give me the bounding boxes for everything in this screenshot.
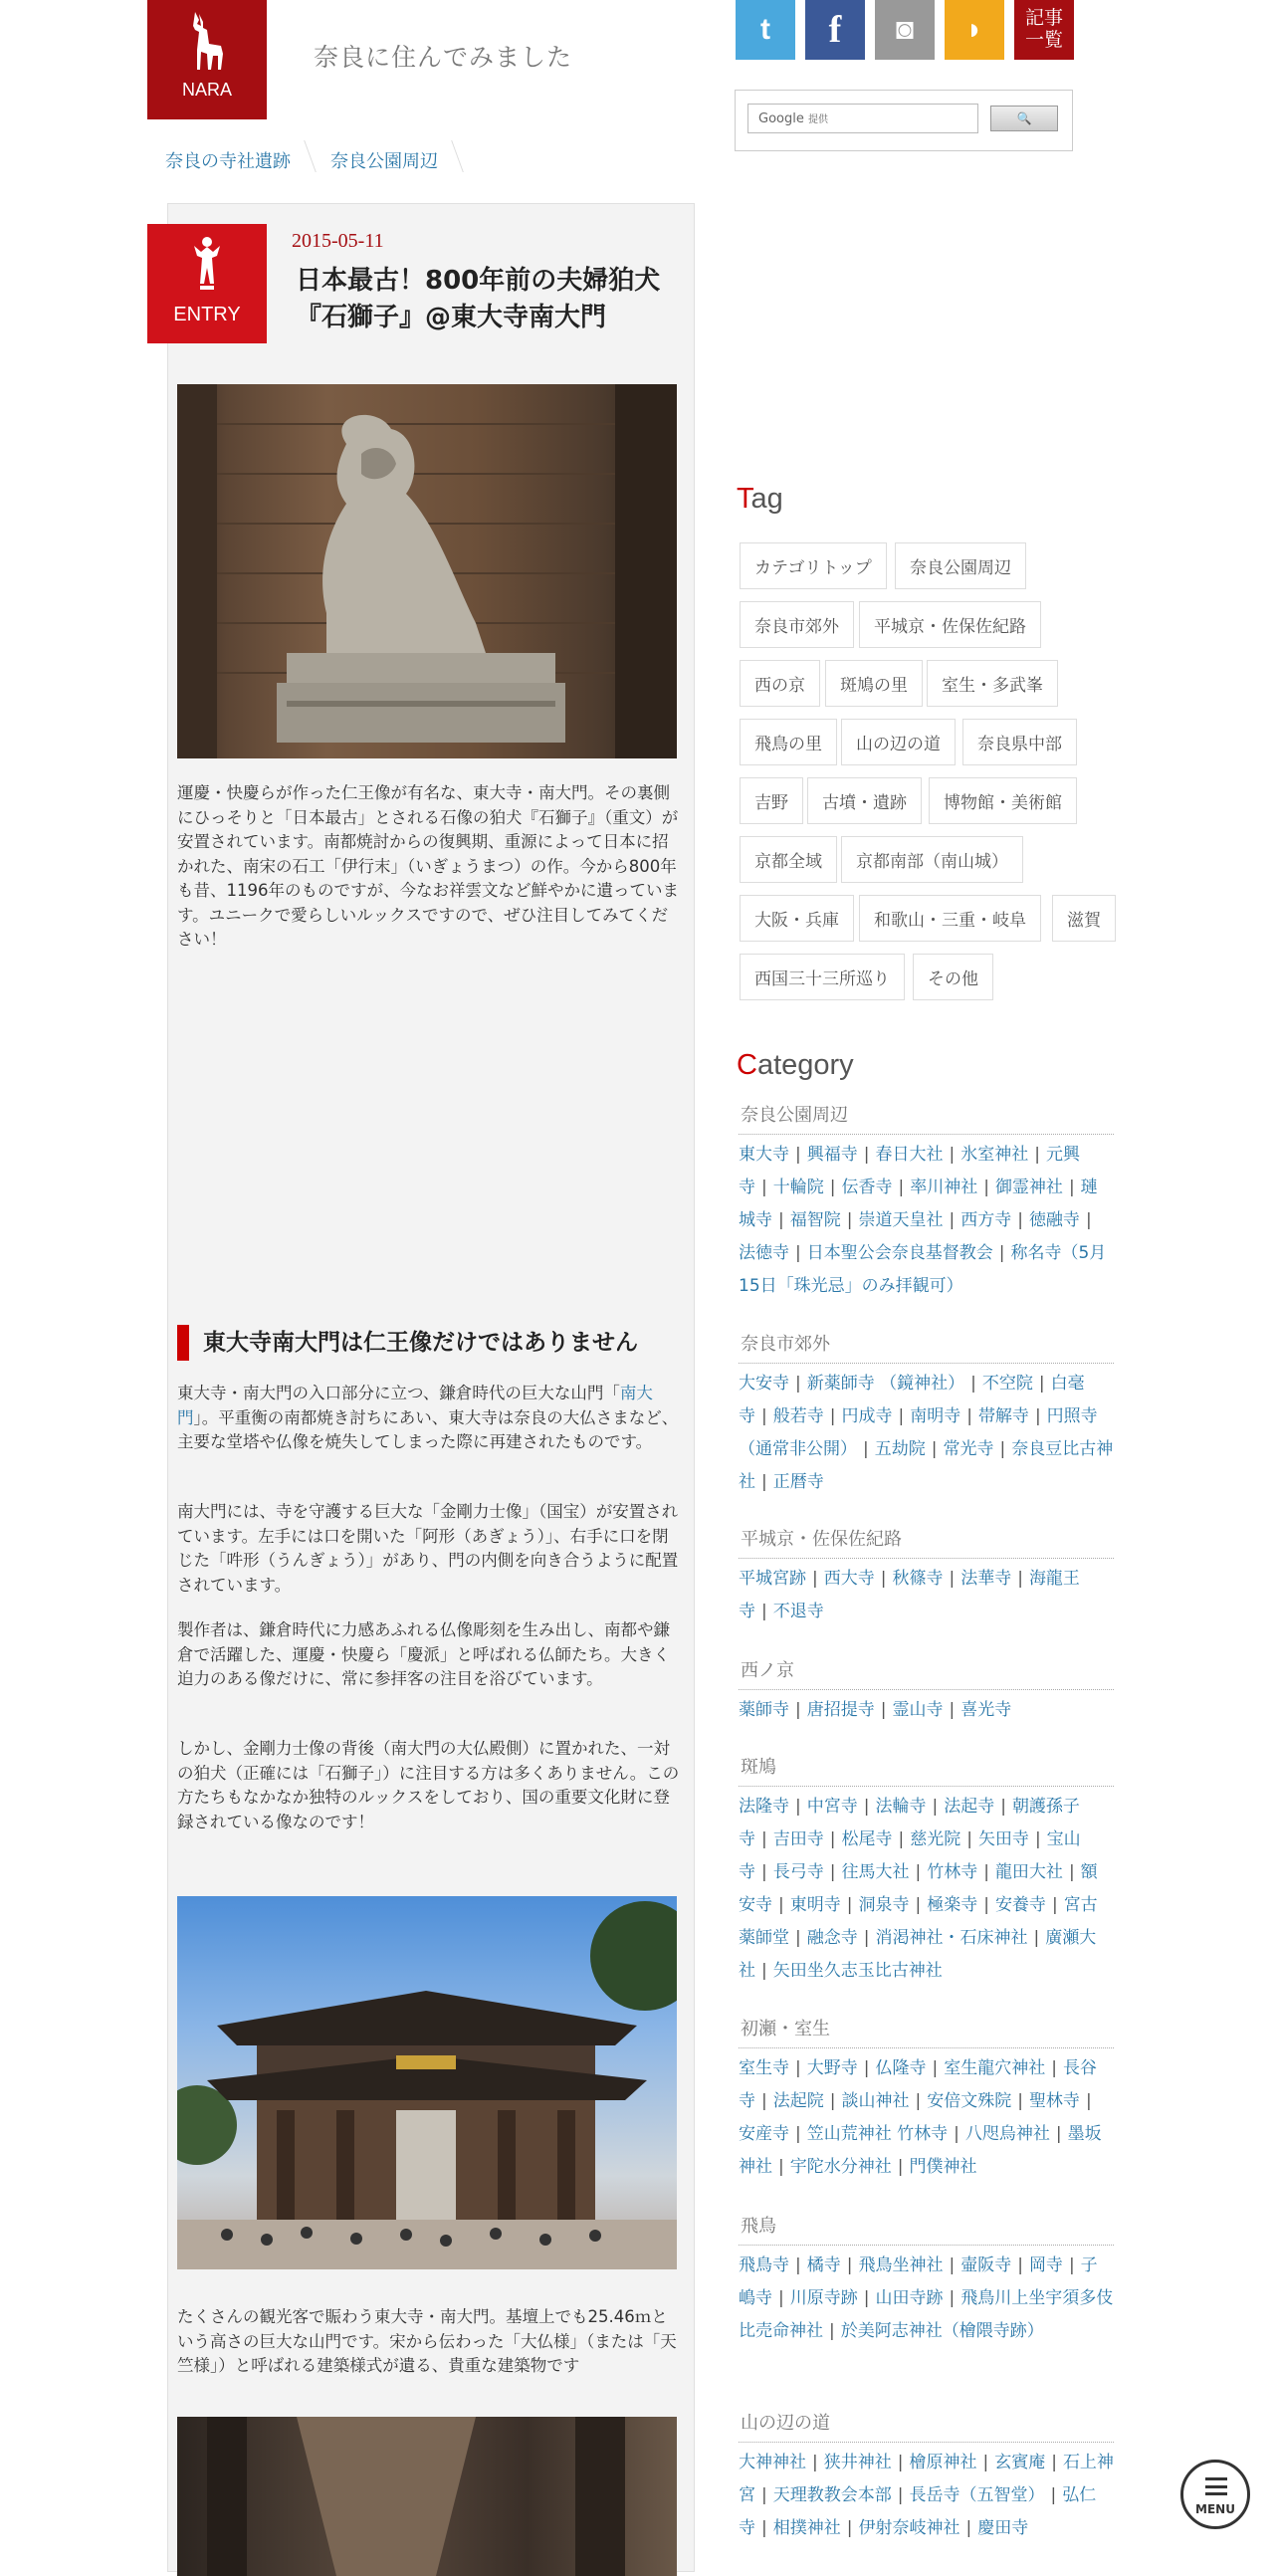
logo-label: NARA: [181, 80, 232, 100]
separator: |: [1051, 2058, 1057, 2078]
category-links: [739, 1364, 1114, 1499]
separator: |: [966, 1406, 972, 1426]
category-link[interactable]: 日本聖公会奈良基督教会: [806, 1243, 993, 1263]
separator: |: [829, 2091, 836, 2111]
google-brand: Google: [758, 111, 804, 126]
category-links: [739, 2443, 1114, 2545]
category-group: [739, 1525, 1114, 1628]
category-group-title[interactable]: 初瀬・室生: [739, 2015, 1114, 2048]
entry-badge: [147, 224, 267, 343]
category-link[interactable]: 往馬大社: [841, 1862, 910, 1882]
separator: |: [1068, 1178, 1075, 1197]
category-group: [739, 1656, 1114, 1727]
category-link[interactable]: 廣瀬大社: [739, 1928, 1097, 1981]
separator: |: [761, 1829, 767, 1849]
tag-item[interactable]: 古墳・遺跡: [807, 777, 922, 824]
tag-item[interactable]: カテゴリトップ: [740, 542, 887, 589]
separator: |: [970, 1374, 976, 1394]
category-link[interactable]: 円照寺（通常非公開）: [739, 1406, 1098, 1459]
category-link[interactable]: 壷阪寺: [960, 2255, 1012, 2275]
separator: |: [949, 1210, 956, 1230]
category-link[interactable]: 元興寺: [739, 1145, 1080, 1197]
category-link[interactable]: 春日大社: [875, 1145, 944, 1165]
category-link[interactable]: 長弓寺: [772, 1862, 824, 1882]
separator: |: [965, 2518, 972, 2538]
category-link[interactable]: 称名寺（5月15日「珠光忌」のみ拝観可）: [739, 1243, 1107, 1296]
category-link[interactable]: 海龍王寺: [739, 1569, 1080, 1621]
category-link[interactable]: 不退寺: [772, 1602, 824, 1621]
category-link[interactable]: 室生寺: [739, 2058, 789, 2078]
category-group-title[interactable]: 飛鳥: [739, 2212, 1114, 2246]
separator: |: [761, 2091, 767, 2111]
separator: |: [983, 1895, 989, 1915]
separator: |: [949, 1569, 956, 1589]
breadcrumb-item[interactable]: 奈良公園周辺: [330, 147, 438, 173]
category-link[interactable]: 不空院: [981, 1374, 1033, 1394]
separator: |: [761, 1178, 767, 1197]
separator: |: [812, 1569, 818, 1589]
category-link[interactable]: 仏隆寺: [875, 2058, 927, 2078]
breadcrumb: [165, 147, 478, 173]
category-group: [739, 2409, 1114, 2545]
separator: |: [897, 2453, 904, 2472]
separator: |: [795, 1700, 801, 1720]
site-title[interactable]: 奈良に住んでみました: [314, 43, 573, 72]
category-link[interactable]: 墨坂神社: [739, 2124, 1102, 2177]
separator: |: [949, 2288, 956, 2308]
tag-item[interactable]: 西国三十三所巡り: [740, 954, 905, 1000]
separator: |: [1085, 1210, 1092, 1230]
intro-paragraph: 運慶・快慶らが作った仁王像が有名な、東大寺・南大門。その裏側にひっそりと「日本最古」とされる石像の狛犬『石獅子』（重文）が安置されています。南都焼討からの復興期、重源によって日本に招かれた、南宋の石工「伊行末」（いぎょうまつ）の作。今から800年も昔、1196年のものですが、今なお祥雲文など鮮やかに遺っています。ユニークで愛らしいルックスですので、ぜひ注目してみてください！: [177, 783, 679, 949]
separator: |: [846, 1895, 853, 1915]
category-link[interactable]: 飛鳥川上坐宇須多伎比売命神社: [739, 2288, 1114, 2341]
category-group: [739, 2212, 1114, 2348]
separator: |: [761, 1961, 767, 1981]
category-link[interactable]: 五劫院: [874, 1439, 926, 1459]
category-link[interactable]: 十輪院: [772, 1178, 824, 1197]
nandaimon-link[interactable]: 南大門: [177, 1384, 653, 1427]
menu-icon: [1205, 2477, 1227, 2495]
separator: |: [966, 1829, 972, 1849]
separator: |: [778, 2157, 784, 2177]
separator: |: [863, 2288, 870, 2308]
category-link[interactable]: 八咫烏神社: [964, 2124, 1050, 2144]
category-link[interactable]: 笠山荒神社 竹林寺: [806, 2124, 949, 2144]
tag-item[interactable]: 大阪・兵庫: [740, 895, 854, 942]
buddha-icon: [192, 234, 222, 294]
category-group: [739, 1753, 1114, 1988]
separator: |: [846, 2255, 853, 2275]
google-search: [735, 90, 1073, 151]
separator: |: [761, 1602, 767, 1621]
category-link[interactable]: 新薬師寺 （鏡神社）: [806, 1374, 965, 1394]
category-link[interactable]: 聖林寺: [1028, 2091, 1080, 2111]
category-link[interactable]: 中宮寺: [806, 1797, 858, 1817]
category-links: [739, 1690, 1114, 1727]
category-link[interactable]: 額安寺: [739, 1862, 1098, 1915]
category-link[interactable]: 南明寺: [910, 1406, 961, 1426]
article-title: [296, 263, 684, 336]
category-heading-rest: ategory: [756, 1049, 854, 1081]
category-link[interactable]: 法華寺: [960, 1569, 1012, 1589]
article-list-button[interactable]: [1014, 0, 1074, 60]
tag-item[interactable]: 和歌山・三重・岐阜: [859, 895, 1041, 942]
category-group-title[interactable]: 奈良市郊外: [739, 1330, 1114, 1364]
category-link[interactable]: 談山神社: [841, 2091, 910, 2111]
category-link[interactable]: 西大寺: [823, 1569, 875, 1589]
category-link[interactable]: 慶田寺: [977, 2518, 1029, 2538]
separator: |: [863, 1928, 870, 1948]
category-links: [739, 1559, 1114, 1628]
category-link[interactable]: 福智院: [789, 1210, 841, 1230]
category-link[interactable]: 徳融寺: [1028, 1210, 1080, 1230]
category-link[interactable]: 伊射奈岐神社: [858, 2518, 960, 2538]
category-link[interactable]: 東大寺: [739, 1145, 789, 1165]
menu-label: MENU: [1195, 2502, 1235, 2516]
category-link[interactable]: 氷室神社: [960, 1145, 1029, 1165]
separator: |: [932, 1797, 939, 1817]
category-link[interactable]: 宝山寺: [739, 1829, 1081, 1882]
category-link[interactable]: 安倍文殊院: [927, 2091, 1012, 2111]
separator: |: [898, 1829, 905, 1849]
separator: |: [761, 2485, 767, 2505]
separator: |: [1050, 2485, 1057, 2505]
tag-item[interactable]: 山の辺の道: [841, 719, 956, 765]
category-link[interactable]: 大安寺: [739, 1374, 789, 1394]
category-link[interactable]: 玄賓庵: [994, 2453, 1046, 2472]
category-link[interactable]: 飛鳥寺: [739, 2255, 789, 2275]
category-group-title[interactable]: 斑鳩: [739, 1753, 1114, 1787]
category-group-title[interactable]: 平城京・佐保佐紀路: [739, 1525, 1114, 1559]
tag-item[interactable]: 室生・多武峯: [927, 660, 1058, 707]
paragraph: 南大門には、寺を守護する巨大な「金剛力士像」（国宝）が安置されています。左手には口を開いた「阿形（あぎょう）」、右手に口を閉じた「吽形（うんぎょう）」があり、門の内側を向き合うように配置されています。: [177, 1502, 679, 1595]
category-link[interactable]: 狭井神社: [823, 2453, 892, 2472]
separator: |: [1034, 1145, 1040, 1165]
separator: |: [795, 1243, 801, 1263]
category-link[interactable]: 弘仁寺: [739, 2485, 1097, 2538]
tag-item[interactable]: 吉野: [740, 777, 803, 824]
category-link[interactable]: 秋篠寺: [892, 1569, 944, 1589]
category-heading-first: C: [737, 1049, 757, 1081]
separator: |: [795, 2058, 801, 2078]
category-link[interactable]: 崇道天皇社: [858, 1210, 944, 1230]
separator: |: [949, 2255, 956, 2275]
search-input[interactable]: [747, 104, 978, 133]
separator: |: [863, 2058, 870, 2078]
separator: |: [795, 1797, 801, 1817]
separator: |: [795, 2255, 801, 2275]
post-date: 2015-05-11: [292, 230, 384, 252]
tag-item[interactable]: 京都全域: [740, 836, 837, 883]
category-link[interactable]: 霊山寺: [892, 1700, 944, 1720]
separator: |: [932, 2058, 939, 2078]
tag-item[interactable]: 奈良公園周辺: [895, 542, 1026, 589]
separator: |: [1000, 1797, 1006, 1817]
category-link[interactable]: 矢田坐久志玉比古神社: [772, 1961, 943, 1981]
list-label-2: 一覧: [1024, 30, 1063, 51]
facebook-icon[interactable]: f: [805, 0, 865, 60]
separator: |: [863, 1797, 870, 1817]
category-group-title[interactable]: 山の辺の道: [739, 2409, 1114, 2443]
twitter-icon[interactable]: t: [736, 0, 795, 60]
category-link[interactable]: 大神神社: [739, 2453, 806, 2472]
separator: |: [829, 2321, 835, 2341]
paragraph: [177, 1382, 681, 1455]
separator: |: [812, 2453, 818, 2472]
photo-stone-lion: [177, 384, 677, 758]
photo-caption: たくさんの観光客で賑わう東大寺・南大門。基壇上でも25.46ｍという高さの巨大な山門です。宋から伝わった「大仏様」（または「天竺様」）と呼ばれる建築様式が遺る、貴重な建築物です: [177, 2307, 677, 2375]
category-link[interactable]: 門僕神社: [909, 2157, 977, 2177]
category-link[interactable]: 洞泉寺: [858, 1895, 910, 1915]
category-link[interactable]: 飛鳥坐神社: [858, 2255, 944, 2275]
category-link[interactable]: 常光寺: [943, 1439, 994, 1459]
photo-gate-interior: [177, 2417, 677, 2576]
category-link[interactable]: 室生龍穴神社: [944, 2058, 1046, 2078]
category-links: [739, 2048, 1114, 2184]
separator: |: [983, 1178, 989, 1197]
tag-item[interactable]: 平城京・佐保佐紀路: [859, 601, 1041, 648]
category-link[interactable]: 松尾寺: [841, 1829, 893, 1849]
separator: |: [1017, 2255, 1023, 2275]
paragraph: 製作者は、鎌倉時代に力感あふれる仏像彫刻を生み出し、南都や鎌倉で活躍した、運慶・快慶ら「慶派」と呼ばれる仏師たち。大きく迫力のある像だけに、常に参拝客の注目を浴びています。: [177, 1620, 670, 1688]
separator: |: [898, 1406, 905, 1426]
paragraph: しかし、金剛力士像の背後（南大門の大仏殿側）に置かれた、一対の狛犬（正確には「石獅子」）に注目する方は多くありません。この方たちもなかなか独特のルックスをしており、国の重要文化財に登録されている像なのです！: [177, 1739, 680, 1831]
category-link[interactable]: 子嶋寺: [739, 2255, 1098, 2308]
separator: |: [915, 1862, 922, 1882]
category-link[interactable]: 白毫寺: [739, 1374, 1085, 1426]
separator: |: [999, 1439, 1006, 1459]
category-link[interactable]: 喜光寺: [960, 1700, 1012, 1720]
tag-item[interactable]: 滋賀: [1052, 895, 1116, 942]
tag-item[interactable]: 飛鳥の里: [740, 719, 837, 765]
category-group: [739, 1101, 1114, 1303]
separator: |: [761, 1862, 767, 1882]
separator: |: [1068, 2255, 1075, 2275]
p1-post: 」。平重衡の南都焼き討ちにあい、東大寺は奈良の大仏さまなど、主要な堂塔や仏像を焼失してしまった際に再建されたものです。: [177, 1407, 679, 1451]
rss-icon[interactable]: ◗: [945, 0, 1004, 60]
category-link[interactable]: 円成寺: [841, 1406, 893, 1426]
category-link[interactable]: 天理教教会本部: [772, 2485, 892, 2505]
separator: |: [982, 2453, 989, 2472]
category-link[interactable]: 薬師寺: [739, 1700, 789, 1720]
category-group-title[interactable]: 西ノ京: [739, 1656, 1114, 1690]
category-link[interactable]: 唐招提寺: [806, 1700, 875, 1720]
separator: |: [1038, 1374, 1045, 1394]
title-line-1: 日本最古！800年前の夫婦狛犬: [296, 266, 661, 296]
separator: |: [898, 1178, 905, 1197]
category-link[interactable]: 石上神宮: [739, 2453, 1114, 2505]
p1-pre: 東大寺・南大門の入口部分に立つ、鎌倉時代の巨大な山門「: [177, 1384, 620, 1402]
separator: |: [1034, 1406, 1041, 1426]
category-link[interactable]: 法輪寺: [875, 1797, 927, 1817]
category-link[interactable]: 宇陀水分神社: [789, 2157, 892, 2177]
separator: |: [1017, 2091, 1023, 2111]
tag-heading: [737, 483, 783, 516]
category-link[interactable]: 融念寺: [806, 1928, 858, 1948]
tag-item[interactable]: 奈良県中部: [962, 719, 1077, 765]
category-link[interactable]: 帯解寺: [977, 1406, 1029, 1426]
category-link[interactable]: 般若寺: [772, 1406, 824, 1426]
category-link[interactable]: 相撲神社: [772, 2518, 841, 2538]
category-link[interactable]: 率川神社: [910, 1178, 978, 1197]
separator: |: [983, 1862, 989, 1882]
list-label-1: 記事: [1024, 8, 1063, 29]
category-link[interactable]: 朝護孫子寺: [739, 1797, 1080, 1849]
google-sub: 提供: [807, 114, 828, 125]
separator: |: [1033, 1928, 1040, 1948]
deer-icon: [187, 10, 227, 72]
category-link[interactable]: 東明寺: [789, 1895, 841, 1915]
category-link[interactable]: 正暦寺: [772, 1472, 824, 1492]
tag-heading-rest: ag: [750, 483, 783, 515]
category-link[interactable]: 平城宮跡: [739, 1569, 806, 1589]
category-link[interactable]: 長谷寺: [739, 2058, 1097, 2111]
separator: |: [795, 1374, 801, 1394]
category-link[interactable]: 法隆寺: [739, 1797, 789, 1817]
category-group: [739, 1330, 1114, 1499]
title-line-2: 『石獅子』@東大寺南大門: [296, 303, 607, 332]
separator: |: [1034, 1829, 1041, 1849]
separator: |: [915, 1895, 922, 1915]
tag-item[interactable]: 奈良市郊外: [740, 601, 854, 648]
category-link[interactable]: 大野寺: [806, 2058, 858, 2078]
search-button[interactable]: 🔍: [990, 106, 1058, 131]
separator: |: [863, 1145, 870, 1165]
category-link[interactable]: 吉田寺: [772, 1829, 824, 1849]
category-link[interactable]: 消渇神社・石床神社: [875, 1928, 1028, 1948]
separator: |: [846, 1210, 853, 1230]
tag-item[interactable]: 斑鳩の里: [825, 660, 923, 707]
separator: |: [998, 1243, 1005, 1263]
tag-item[interactable]: 博物館・美術館: [929, 777, 1077, 824]
separator: |: [931, 1439, 938, 1459]
category-link[interactable]: 長岳寺（五智堂）: [909, 2485, 1045, 2505]
photo-nandaimon: [177, 1896, 677, 2269]
category-link[interactable]: 安産寺: [739, 2124, 789, 2144]
category-link[interactable]: 龍田大社: [994, 1862, 1063, 1882]
category-link[interactable]: 岡寺: [1028, 2255, 1063, 2275]
separator: |: [1051, 1895, 1058, 1915]
separator: |: [829, 1406, 836, 1426]
category-link[interactable]: 西方寺: [960, 1210, 1012, 1230]
category-link[interactable]: 興福寺: [806, 1145, 858, 1165]
category-link[interactable]: 川原寺跡: [789, 2288, 858, 2308]
separator: |: [1085, 2091, 1092, 2111]
separator: |: [761, 2518, 767, 2538]
category-link[interactable]: 於美阿志神社（檜隈寺跡）: [840, 2321, 1044, 2341]
section-heading: 東大寺南大門は仁王像だけではありません: [177, 1325, 681, 1361]
separator: |: [778, 2288, 784, 2308]
separator: |: [778, 1210, 784, 1230]
category-link[interactable]: 山田寺跡: [875, 2288, 944, 2308]
category-links: [739, 1135, 1114, 1303]
separator: |: [829, 1829, 836, 1849]
separator: |: [949, 1145, 956, 1165]
separator: |: [1055, 2124, 1062, 2144]
category-heading: [737, 1049, 854, 1082]
tag-heading-first: T: [737, 483, 751, 515]
separator: |: [949, 1700, 956, 1720]
category-links: [739, 2246, 1114, 2348]
entry-label: ENTRY: [173, 304, 241, 325]
category-link[interactable]: 檜原神社: [909, 2453, 977, 2472]
category-link[interactable]: 慈光院: [910, 1829, 961, 1849]
separator: |: [1068, 1862, 1075, 1882]
category-link[interactable]: 矢田寺: [977, 1829, 1029, 1849]
category-link[interactable]: 奈良豆比古神社: [739, 1439, 1114, 1492]
separator: |: [880, 1700, 887, 1720]
category-group-title[interactable]: 奈良公園周辺: [739, 1101, 1114, 1135]
tag-item[interactable]: その他: [913, 954, 993, 1000]
separator: |: [897, 2485, 904, 2505]
separator: |: [846, 2518, 853, 2538]
separator: |: [829, 1862, 836, 1882]
category-link[interactable]: 竹林寺: [927, 1862, 978, 1882]
instagram-icon[interactable]: ◙: [875, 0, 935, 60]
category-link[interactable]: 法起寺: [944, 1797, 995, 1817]
category-link[interactable]: 法起院: [772, 2091, 824, 2111]
separator: |: [880, 1569, 887, 1589]
category-link[interactable]: 安養寺: [994, 1895, 1046, 1915]
category-link[interactable]: 御霊神社: [994, 1178, 1063, 1197]
separator: |: [915, 2091, 922, 2111]
category-link[interactable]: 橘寺: [806, 2255, 841, 2275]
site-logo[interactable]: [147, 0, 267, 119]
separator: |: [795, 2124, 801, 2144]
separator: |: [1017, 1210, 1023, 1230]
separator: |: [954, 2124, 959, 2144]
separator: |: [829, 1178, 836, 1197]
breadcrumb-item[interactable]: 奈良の寺社遺跡: [165, 147, 291, 173]
separator: |: [778, 1895, 784, 1915]
menu-button[interactable]: [1180, 2460, 1250, 2529]
category-link[interactable]: 極楽寺: [927, 1895, 978, 1915]
separator: |: [795, 1928, 801, 1948]
tag-item[interactable]: 京都南部（南山城）: [841, 836, 1023, 883]
category-link[interactable]: 宮古薬師堂: [739, 1895, 1098, 1948]
category-links: [739, 1787, 1114, 1988]
category-link[interactable]: 璉城寺: [739, 1178, 1098, 1230]
separator: |: [863, 1439, 869, 1459]
separator: |: [1017, 1569, 1023, 1589]
category-link[interactable]: 伝香寺: [841, 1178, 893, 1197]
separator: |: [897, 2157, 904, 2177]
separator: |: [1051, 2453, 1057, 2472]
tag-item[interactable]: 西の京: [740, 660, 820, 707]
separator: |: [761, 1406, 767, 1426]
separator: |: [795, 1145, 801, 1165]
category-link[interactable]: 法徳寺: [739, 1243, 789, 1263]
category-group: [739, 2015, 1114, 2184]
separator: |: [761, 1472, 767, 1492]
